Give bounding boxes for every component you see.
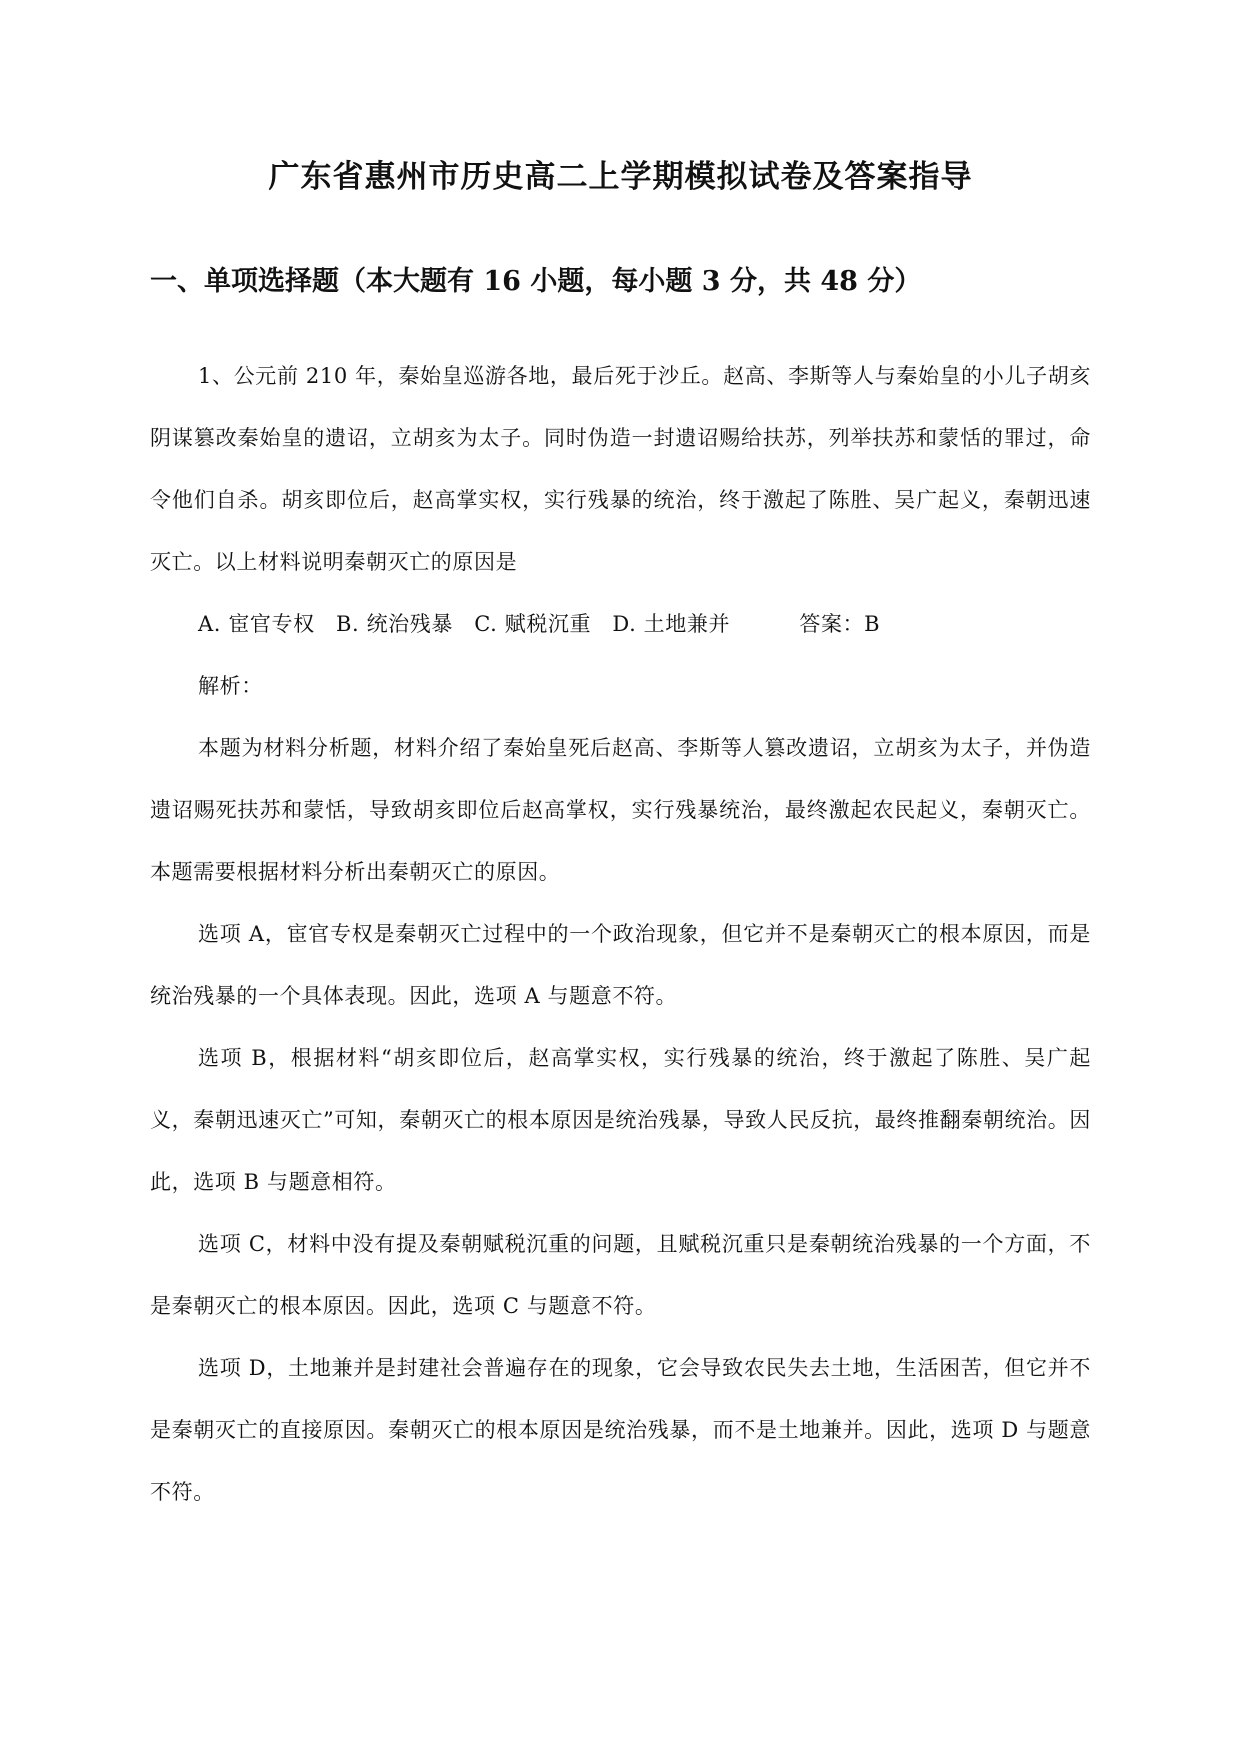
document-title: 广东省惠州市历史高二上学期模拟试卷及答案指导 xyxy=(268,159,973,195)
answer-key: 答案：B xyxy=(799,612,881,636)
analysis-paragraph: 选项 A，宦官专权是秦朝灭亡过程中的一个政治现象，但它并不是秦朝灭亡的根本原因，而是统治残暴的一个具体表现。因此，选项 A 与题意不符。 xyxy=(150,922,1091,1008)
question-1 xyxy=(150,345,1091,1523)
answer-options xyxy=(150,593,1091,655)
analysis-label: 解析： xyxy=(198,674,263,698)
option-d: D. 土地兼并 xyxy=(612,612,731,636)
question-stem: 1、公元前 210 年，秦始皇巡游各地，最后死于沙丘。赵高、李斯等人与秦始皇的小儿子胡亥阴谋篡改秦始皇的遗诏，立胡亥为太子。同时伪造一封遗诏赐给扶苏，列举扶苏和蒙恬的罪过，命令他们自杀。胡亥即位后，赵高掌实权，实行残暴的统治，终于激起了陈胜、吴广起义，秦朝迅速灭亡。以上材料说明秦朝灭亡的原因是 xyxy=(150,364,1091,574)
analysis-paragraph: 本题为材料分析题，材料介绍了秦始皇死后赵高、李斯等人篡改遗诏，立胡亥为太子，并伪造遗诏赐死扶苏和蒙恬，导致胡亥即位后赵高掌权，实行残暴统治，最终激起农民起义，秦朝灭亡。本题需要根据材料分析出秦朝灭亡的原因。 xyxy=(150,736,1091,884)
option-c: C. 赋税沉重 xyxy=(474,612,592,636)
analysis-paragraph: 选项 B，根据材料“胡亥即位后，赵高掌实权，实行残暴的统治，终于激起了陈胜、吴广起义，秦朝迅速灭亡”可知，秦朝灭亡的根本原因是统治残暴，导致人民反抗，最终推翻秦朝统治。因此，选项 B 与题意相符。 xyxy=(150,1046,1091,1194)
option-b: B. 统治残暴 xyxy=(336,612,453,636)
analysis-paragraph: 选项 C，材料中没有提及秦朝赋税沉重的问题，且赋税沉重只是秦朝统治残暴的一个方面，不是秦朝灭亡的根本原因。因此，选项 C 与题意不符。 xyxy=(150,1232,1091,1318)
analysis-paragraph: 选项 D，土地兼并是封建社会普遍存在的现象，它会导致农民失去土地，生活困苦，但它并不是秦朝灭亡的直接原因。秦朝灭亡的根本原因是统治残暴，而不是土地兼并。因此，选项 D 与题意不符。 xyxy=(150,1356,1091,1504)
section-heading: 一、单项选择题（本大题有 16 小题，每小题 3 分，共 48 分） xyxy=(150,266,922,297)
option-a: A. 宦官专权 xyxy=(198,612,315,636)
